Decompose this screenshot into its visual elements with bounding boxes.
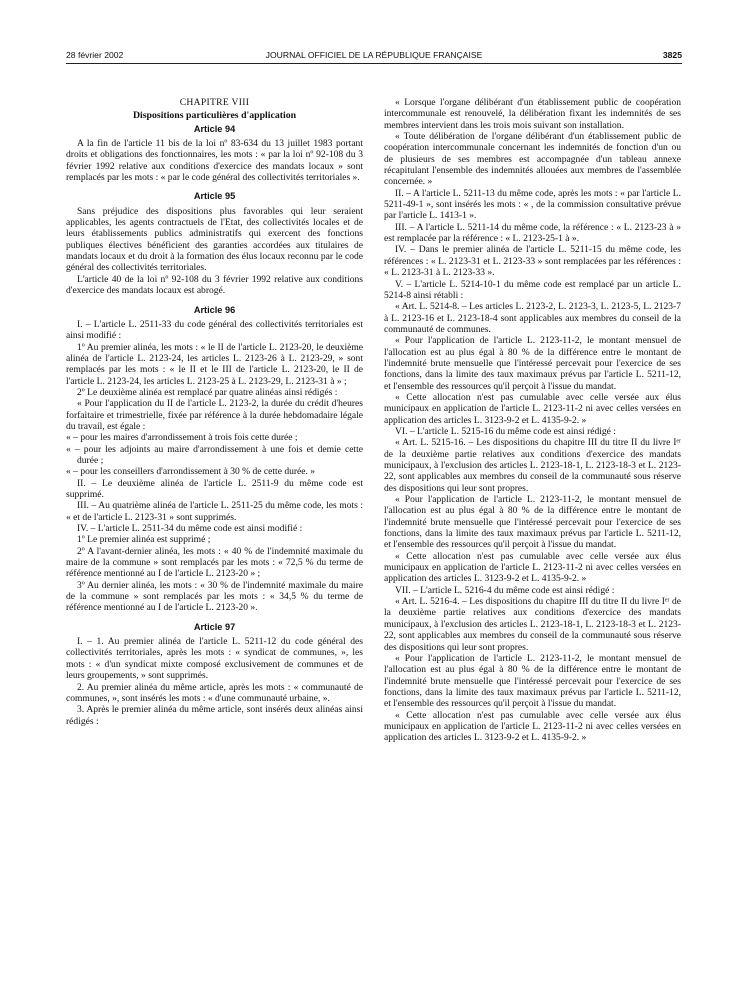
paragraph: « Cette allocation n'est pas cumulable avec celle versée aux élus municipaux en application de l'article L. 2123-11-2 ni avec celles versées en application des articles L. 3123-9-2 et L. 4135-9-2. » <box>384 391 681 426</box>
paragraph: « Pour l'application de l'article L. 2123-11-2, le montant mensuel de l'allocation est au plus égal à 80 % de la différence entre le montant de l'indemnité brute mensuelle que l'intéressé percevait pour l'exercice de ses fonctions, dans la limite des taux maximaux prévus par l'article L. 5211-12, et l'ensemble des ressources qu'il perçoit à l'issue du mandat. <box>384 494 681 551</box>
paragraph: « Pour l'application de l'article L. 2123-11-2, le montant mensuel de l'allocation est au plus égal à 80 % de la différence entre le montant de l'indemnité brute mensuelle que l'intéressé percevait pour l'exercice de ses fonctions, dans la limite des taux maximaux prévus par l'article L. 5211-12, et l'ensemble des ressources qu'il perçoit à l'issue du mandat. <box>384 652 681 710</box>
paragraph: « Toute délibération de l'organe délibérant d'un établissement public de coopération intercommunale concernant les indemnités de fonction d'un ou de plusieurs de ses membres est accompagnée d'un tableau annexe récapitulant l'ensemble des indemnités allouées aux membres de l'assemblée concernée. » <box>384 131 681 188</box>
header-journal-title: JOURNAL OFFICIEL DE LA RÉPUBLIQUE FRANÇAISE <box>265 50 483 60</box>
page-header <box>66 50 682 64</box>
left-column <box>66 97 363 727</box>
header-date: 28 février 2002 <box>66 50 124 60</box>
section-heading: Dispositions particulières d'application <box>132 110 297 122</box>
paragraph: I. – L'article L. 2511-33 du code général des collectivités territoriales est ainsi modifié : <box>66 318 363 342</box>
right-column <box>384 97 681 744</box>
paragraph: 1º Le premier alinéa est supprimé ; <box>77 534 211 546</box>
header-rule <box>66 63 682 64</box>
paragraph: I. – 1. Au premier alinéa de l'article L. 5211-12 du code général des collectivités territoriales, après les mots : « syndicat de communes, », les mots : « d'un syndicat mixte composé exclusivement de communes et de leurs groupements, » sont supprimés. <box>66 636 363 682</box>
paragraph: 2º Le deuxième alinéa est remplacé par quatre alinéas ainsi rédigés : <box>77 386 338 398</box>
paragraph: A la fin de l'article 11 bis de la loi nº 83-634 du 13 juillet 1983 portant droits et obligations des fonctionnaires, les mots : « par la loi nº 92-108 du 3 février 1992 relative aux conditions d'exercice des mandats locaux » sont remplacés par les mots : « par le code général des collectivités territoriales ». <box>66 138 363 184</box>
article-95-title: Article 95 <box>193 191 236 202</box>
article-94-title: Article 94 <box>193 123 236 134</box>
dash-item: « – pour les adjoints au maire d'arrondissement à une fois et demie cette durée ; <box>66 443 363 466</box>
article-96-title: Article 96 <box>193 304 236 315</box>
paragraph: Sans préjudice des dispositions plus favorables qui leur seraient applicables, les agents contractuels de l'Etat, des collectivités locales et de leurs établissements publics administratifs qui exercent des fonctions publiques électives bénéficient des garanties accordées aux titulaires de mandats locaux et du droit à la formation des élus locaux reconnu par le code général des collectivités territoriales. <box>66 205 363 274</box>
paragraph: IV. – L'article L. 2511-34 du même code est ainsi modifié : <box>77 523 303 535</box>
paragraph: III. – Au quatrième alinéa de l'article L. 2511-25 du même code, les mots : « et de l'article L. 2123-31 » sont supprimés. <box>66 500 363 523</box>
paragraph: 2º A l'avant-dernier alinéa, les mots : « 40 % de l'indemnité maximale du maire de la commune » sont remplacés par les mots : « 72,5 % du terme de référence mentionné au I de l'article L. 2123-20 » ; <box>66 545 363 580</box>
paragraph: « Art. L. 5216-4. – Les dispositions du chapitre III du titre II du livre Iᵉʳ de la deuxième partie relatives aux conditions d'exercice des mandats municipaux, à l'exclusion des articles L. 2123-18-1, L. 2123-18-3 et L. 2123-22, sont applicables aux membres du conseil de la communauté sous réserve des dispositions qui leur sont propres. <box>384 596 681 653</box>
paragraph: « Cette allocation n'est pas cumulable avec celle versée aux élus municipaux en application de l'article L. 2123-11-2 ni avec celles versées en application des articles L. 3123-9-2 et L. 4135-9-2. » <box>384 550 681 585</box>
chapter-heading: CHAPITRE VIII <box>179 97 250 108</box>
paragraph: IV. – Dans le premier alinéa de l'article L. 5211-15 du même code, les références : « L. 2123-31 et L. 2123-33 » sont remplacées par les références : « L. 2123-31 à L. 2123-33 ». <box>384 244 681 279</box>
paragraph: 3. Après le premier alinéa du même article, sont insérés deux alinéas ainsi rédigés : <box>66 704 363 727</box>
paragraph: VI. – L'article L. 5215-16 du même code est ainsi rédigé : <box>395 425 616 437</box>
paragraph: 1º Au premier alinéa, les mots : « le II de l'article L. 2123-20, le deuxième alinéa de l'article L. 2123-24, les articles L. 2123-26 à L. 2123-29, » sont remplacés par les mots : « le II et le III de l'article L. 2123-20, le II de l'article L. 2123-24, les articles L. 2123-25 à L. 2123-29, L. 2123-31 à » ; <box>66 341 363 387</box>
article-97-title: Article 97 <box>193 621 236 632</box>
dash-item: « – pour les maires d'arrondissement à trois fois cette durée ; <box>66 432 298 444</box>
paragraph: « Pour l'application de l'article L. 2123-11-2, le montant mensuel de l'allocation est au plus égal à 80 % de la différence entre le montant de l'indemnité brute mensuelle que l'intéressé percevait pour l'exercice de ses fonctions, dans la limite des taux maximaux prévus par l'article L. 5211-12, et l'ensemble des ressources qu'il perçoit à l'issue du mandat. <box>384 335 681 392</box>
header-page-number: 3825 <box>662 50 682 60</box>
paragraph: 2. Au premier alinéa du même article, après les mots : « communauté de communes, », sont insérés les mots : « d'une communauté urbaine, ». <box>66 681 363 704</box>
paragraph: « Art. L. 5215-16. – Les dispositions du chapitre III du titre II du livre Iᵉʳ de la deuxième partie relatives aux conditions d'exercice des mandats municipaux, à l'exclusion des articles L. 2123-18-1, L. 2123-18-3 et L. 2123-22, sont applicables aux membres du conseil de la communauté sous réserve des dispositions qui leur sont propres. <box>384 437 681 494</box>
dash-item: « – pour les conseillers d'arrondissement à 30 % de cette durée. » <box>66 466 316 478</box>
paragraph: L'article 40 de la loi nº 92-108 du 3 février 1992 relative aux conditions d'exercice des mandats locaux est abrogé. <box>66 273 363 297</box>
paragraph: III. – A l'article L. 5211-14 du même code, la référence : « L. 2123-23 à » est remplacée par la référence : « L. 2123-25-1 à ». <box>384 221 681 245</box>
paragraph: « Lorsque l'organe délibérant d'un établissement public de coopération intercommunale est renouvelé, la délibération fixant les indemnités de ses membres intervient dans les trois mois suivant son installation. <box>384 97 681 131</box>
paragraph: V. – L'article L. 5214-10-1 du même code est remplacé par un article L. 5214-8 ainsi rétabli : <box>384 278 681 301</box>
paragraph: « Pour l'application du II de l'article L. 2123-2, la durée du crédit d'heures forfaitaire et trimestrielle, fixée par référence à la durée hebdomadaire légale du travail, est égale : <box>66 398 363 432</box>
paragraph: « Cette allocation n'est pas cumulable avec celle versée aux élus municipaux en application de l'article L. 2123-11-2 ni avec celles versées en application des articles L. 3123-9-2 et L. 4135-9-2. » <box>384 709 681 744</box>
paragraph: II. – Le deuxième alinéa de l'article L. 2511-9 du même code est supprimé. <box>66 477 363 500</box>
paragraph: II. – A l'article L. 5211-13 du même code, après les mots : « par l'article L. 5211-49-1 », sont insérés les mots : « , de la commission consultative prévue par l'article L. 1413-1 ». <box>384 187 681 222</box>
paragraph: VII. – L'article L. 5216-4 du même code est ainsi rédigé : <box>395 584 615 596</box>
paragraph: « Art. L. 5214-8. – Les articles L. 2123-2, L. 2123-3, L. 2123-5, L. 2123-7 à L. 2123-16 et L. 2123-18-4 sont applicables aux membres du conseil de la communauté de communes. <box>384 301 681 335</box>
paragraph: 3º Au dernier alinéa, les mots : « 30 % de l'indemnité maximale du maire de la commune » sont remplacés par les mots : « 34,5 % du terme de référence mentionné au I de l'article L. 2123-20 ». <box>66 579 363 614</box>
